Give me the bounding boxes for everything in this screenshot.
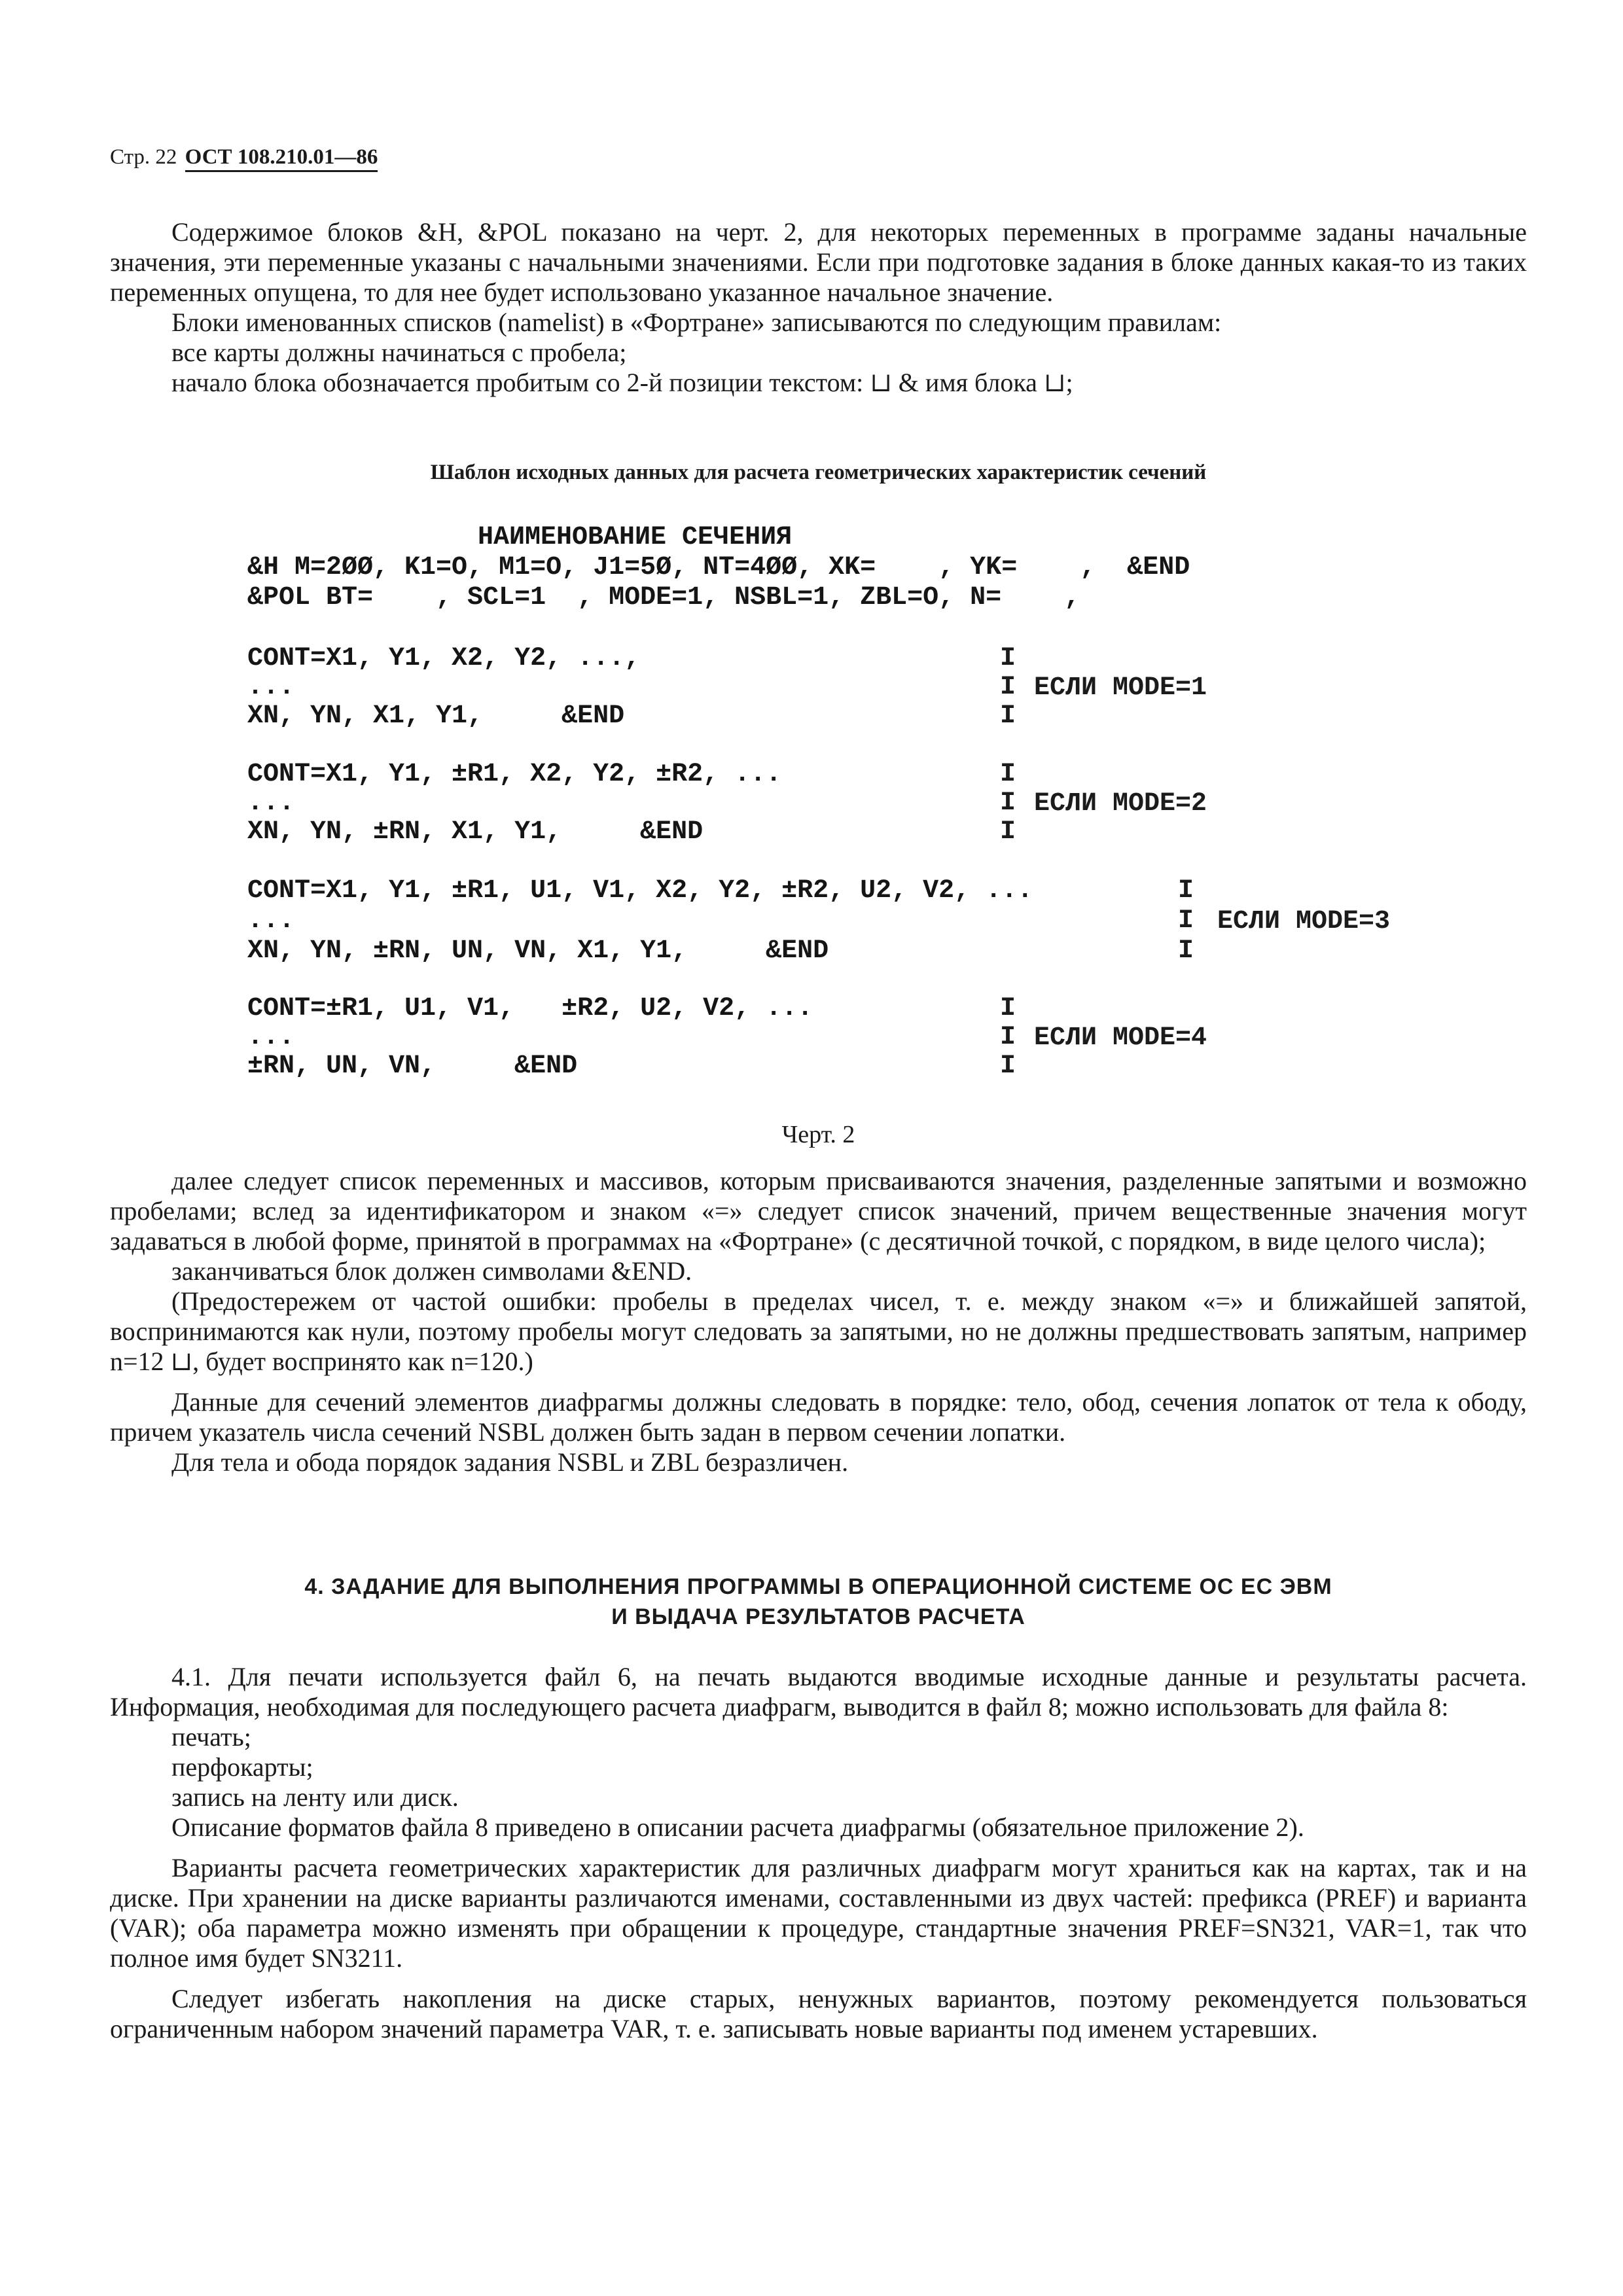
code-line-h: &H M=2ØØ, K1=O, M1=O, J1=5Ø, NT=4ØØ, XK= , YK= , &END	[247, 553, 1190, 582]
code-line-pol: &POL BT= , SCL=1 , MODE=1, NSBL=1, ZBL=O, N= ,	[247, 583, 1080, 612]
code-line: ...	[247, 673, 295, 702]
code-line: ±RN, UN, VN, &END	[247, 1051, 578, 1081]
mode-condition: ЕСЛИ MODE=2	[1034, 789, 1207, 819]
section-heading	[110, 1572, 1527, 1632]
bracket-bar: I	[1000, 760, 1016, 789]
figure-caption: Шаблон исходных данных для расчета геометрических характеристик сечений	[430, 461, 1207, 484]
code-line: XN, YN, ±RN, X1, Y1, &END	[247, 817, 704, 847]
code-line: ...	[247, 1023, 295, 1052]
page-number: Стр. 22	[110, 145, 177, 169]
code-line: ...	[247, 788, 295, 818]
figure-label: Черт. 2	[781, 1121, 855, 1148]
bracket-bar: I	[1178, 936, 1194, 966]
paragraph: перфокарты;	[171, 1752, 313, 1782]
paragraph: Для тела и обода порядок задания NSBL и ZBL безразличен.	[171, 1447, 849, 1477]
bracket-bar: I	[1000, 994, 1016, 1023]
paragraph: печать;	[171, 1722, 251, 1752]
page-header	[110, 145, 424, 169]
section-title-line: 4. ЗАДАНИЕ ДЛЯ ВЫПОЛНЕНИЯ ПРОГРАММЫ В ОПЕРАЦИОННОЙ СИСТЕМЕ ОС ЕС ЭВМ	[304, 1574, 1332, 1599]
paragraph: Следует избегать накопления на диске старых, ненужных вариантов, поэтому рекомендуется пользоваться ограниченным набором значений параметра VAR, т. е. записывать новые варианты под именем устаревших.	[110, 1984, 1527, 2043]
paragraph: Блоки именованных списков (namelist) в «Фортране» записываются по следующим правилам:	[171, 308, 1222, 337]
code-line: XN, YN, X1, Y1, &END	[247, 701, 625, 731]
code-line: XN, YN, ±RN, UN, VN, X1, Y1, &END	[247, 936, 829, 966]
paragraph: все карты должны начинаться с пробела;	[171, 338, 627, 367]
paragraph: Содержимое блоков &H, &POL показано на черт. 2, для некоторых переменных в программе заданы начальные значения, эти переменные указаны с начальными значениями. Если при подготовке задания в блоке данных какая-то из таких переменных опущена, то для нее будет использовано указанное начальное значение.	[110, 217, 1527, 307]
section-title-line: И ВЫДАЧА РЕЗУЛЬТАТОВ РАСЧЕТА	[611, 1604, 1026, 1629]
bracket-bar: I	[1000, 1051, 1016, 1081]
paragraph: (Предостережем от частой ошибки: пробелы в пределах чисел, т. е. между знаком «=» и ближайшей запятой, воспринимаются как нули, поэтому пробелы могут следовать за запятыми, но не должны предшествовать запятым, например n=12 ⊔, будет воспринято как n=120.)	[110, 1286, 1527, 1376]
paragraph: заканчиваться блок должен символами &END.	[171, 1256, 692, 1286]
standard-number: ОСТ 108.210.01—86	[185, 145, 378, 172]
code-line: CONT=X1, Y1, ±R1, X2, Y2, ±R2, ...	[247, 760, 782, 789]
paragraph: 4.1. Для печати используется файл 6, на печать выдаются вводимые исходные данные и результаты расчета. Информация, необходимая для последующего расчета диафрагм, выводится в файл 8; можно использовать для файла 8:	[110, 1662, 1527, 1722]
section-text	[110, 1662, 1527, 2044]
bracket-bar: I	[1000, 1023, 1016, 1052]
after-figure-text	[110, 1166, 1527, 1477]
bracket-bar: I	[1000, 817, 1016, 847]
paragraph: Данные для сечений элементов диафрагмы должны следовать в порядке: тело, обод, сечения лопаток от тела к ободу, причем указатель числа сечений NSBL должен быть задан в первом сечении лопатки.	[110, 1387, 1527, 1447]
code-line: CONT=±R1, U1, V1, ±R2, U2, V2, ...	[247, 994, 813, 1023]
bracket-bar: I	[1000, 701, 1016, 731]
code-line: CONT=X1, Y1, ±R1, U1, V1, X2, Y2, ±R2, U2, V2, ...	[247, 876, 1033, 906]
bracket-bar: I	[1178, 906, 1194, 936]
paragraph: запись на ленту или диск.	[171, 1782, 459, 1812]
bracket-bar: I	[1178, 876, 1194, 906]
mode-condition: ЕСЛИ MODE=4	[1034, 1023, 1207, 1053]
mode-condition: ЕСЛИ MODE=1	[1034, 673, 1207, 703]
mode-condition: ЕСЛИ MODE=3	[1217, 907, 1391, 936]
paragraph: Варианты расчета геометрических характеристик для различных диафрагм могут храниться как на картах, так и на диске. При хранении на диске варианты различаются именами, составленными из двух частей: префикса (PREF) и варианта (VAR); оба параметра можно изменять при обращении к процедуре, стандартные значения PREF=SN321, VAR=1, так что полное имя будет SN3211.	[110, 1853, 1527, 1973]
code-line: CONT=X1, Y1, X2, Y2, ...,	[247, 644, 641, 673]
bracket-bar: I	[1000, 644, 1016, 673]
bracket-bar: I	[1000, 788, 1016, 818]
paragraph: начало блока обозначается пробитым со 2-й позиции текстом: ⊔ & имя блока ⊔;	[171, 368, 1073, 397]
code-line: ...	[247, 906, 295, 936]
intro-text	[110, 217, 1527, 398]
bracket-bar: I	[1000, 673, 1016, 702]
paragraph: далее следует список переменных и массивов, которым присваиваются значения, разделенные запятыми и возможно пробелами; вслед за идентификатором и знаком «=» следует список значений, причем вещественные значения могут задаваться в любой форме, принятой в программах на «Фортране» (с десятичной точкой, с порядком, в виде целого числа);	[110, 1166, 1527, 1256]
paragraph: Описание форматов файла 8 приведено в описании расчета диафрагмы (обязательное приложение 2).	[171, 1812, 1304, 1842]
code-title: НАИМЕНОВАНИЕ СЕЧЕНИЯ	[478, 523, 793, 552]
